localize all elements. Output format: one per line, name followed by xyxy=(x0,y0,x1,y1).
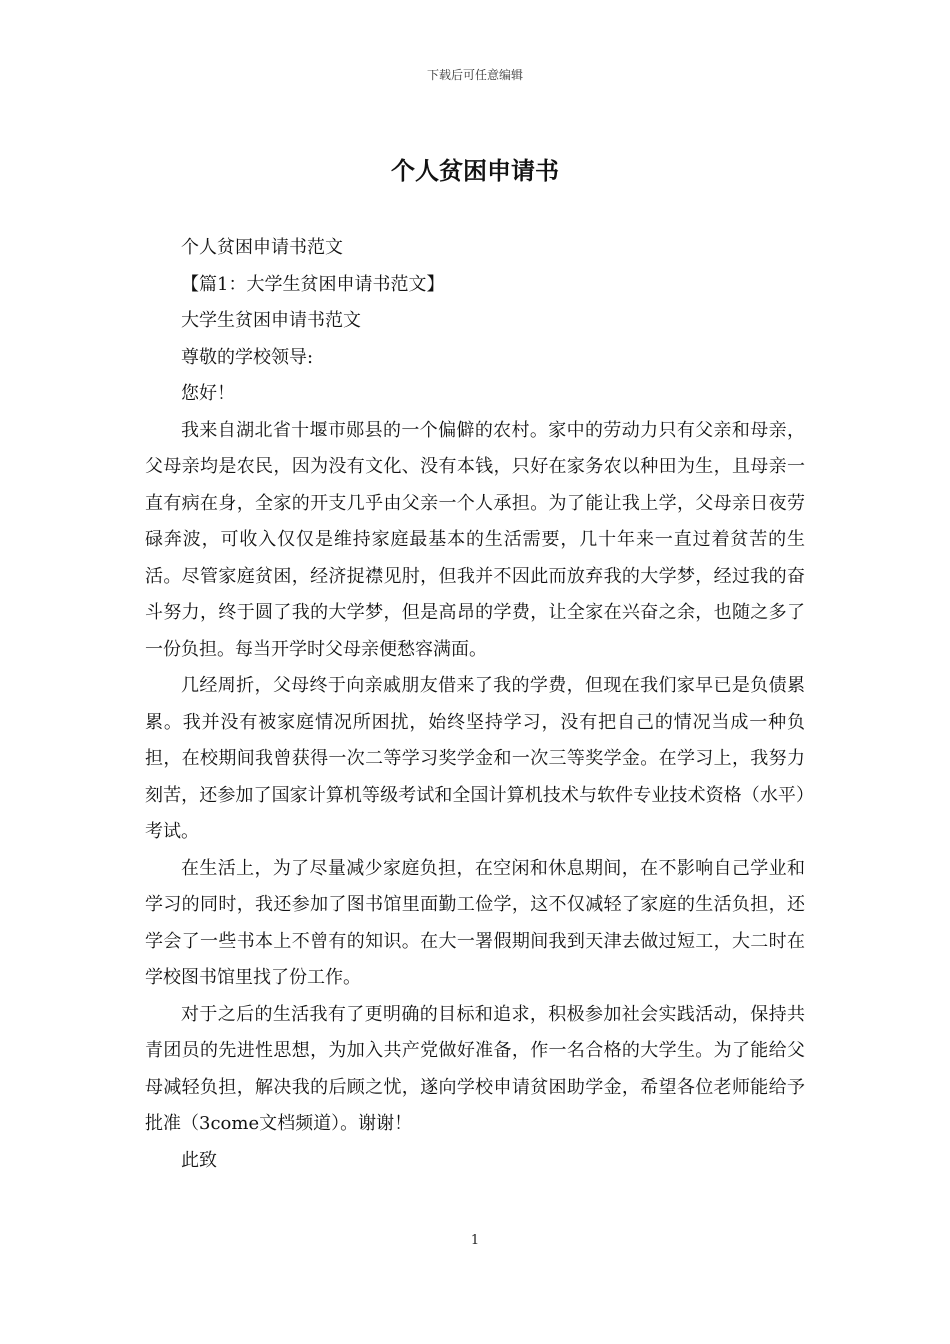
paragraph-goals-and-request: 对于之后的生活我有了更明确的目标和追求，积极参加社会实践活动，保持共青团员的先进性思想，为加入共产党做好准备，作一名合格的大学生。为了能给父母减轻负担，解决我的后顾之忧，遂向学校申请贫困助学金，希望各位老师能给予批准（3come文档频道）。谢谢！ xyxy=(145,1003,805,1134)
paragraph-closing: 此致 xyxy=(181,1149,217,1171)
paragraph-work-study: 在生活上，为了尽量减少家庭负担，在空闲和休息期间，在不影响自己学业和学习的同时，我还参加了图书馆里面勤工俭学，这不仅减轻了家庭的生活负担，还学会了一些书本上不曾有的知识。在大一署假期间我到天津去做过短工，大二时在学校图书馆里找了份工作。 xyxy=(145,857,805,988)
paragraph-section-heading: 【篇1：大学生贫困申请书范文】 xyxy=(181,273,445,295)
paragraph-subtitle: 个人贫困申请书范文 xyxy=(181,237,343,258)
document-title: 个人贫困申请书 xyxy=(391,157,559,185)
page-number: 1 xyxy=(470,1233,480,1248)
paragraph-greeting: 您好！ xyxy=(181,383,235,404)
paragraph-tuition-and-study: 几经周折，父母终于向亲戚朋友借来了我的学费，但现在我们家早已是负债累累。我并没有被家庭情况所困扰，始终坚持学习，没有把自己的情况当成一种负担，在校期间我曾获得一次二等学习奖学金和一次三等奖学金。在学习上，我努力刻苦，还参加了国家计算机等级考试和全国计算机技术与软件专业技术资格（水平）考试。 xyxy=(145,675,805,842)
paragraph-letter-title: 大学生贫困申请书范文 xyxy=(181,310,361,331)
document-body xyxy=(145,230,805,1179)
paragraph-salutation: 尊敬的学校领导: xyxy=(181,346,314,368)
page-header-note: 下载后可任意编辑 xyxy=(426,68,523,82)
paragraph-family-background: 我来自湖北省十堰市郧县的一个偏僻的农村。家中的劳动力只有父亲和母亲，父母亲均是农民，因为没有文化、没有本钱，只好在家务农以种田为生，且母亲一直有病在身，全家的开支几乎由父亲一个人承担。为了能让我上学，父母亲日夜劳碌奔波，可收入仅仅是维持家庭最基本的生活需要，几十年来一直过着贫苦的生活。尽管家庭贫困，经济捉襟见肘，但我并不因此而放弃我的大学梦，经过我的奋斗努力，终于圆了我的大学梦，但是高昂的学费，让全家在兴奋之余，也随之多了一份负担。每当开学时父母亲便愁容满面。 xyxy=(145,419,805,660)
